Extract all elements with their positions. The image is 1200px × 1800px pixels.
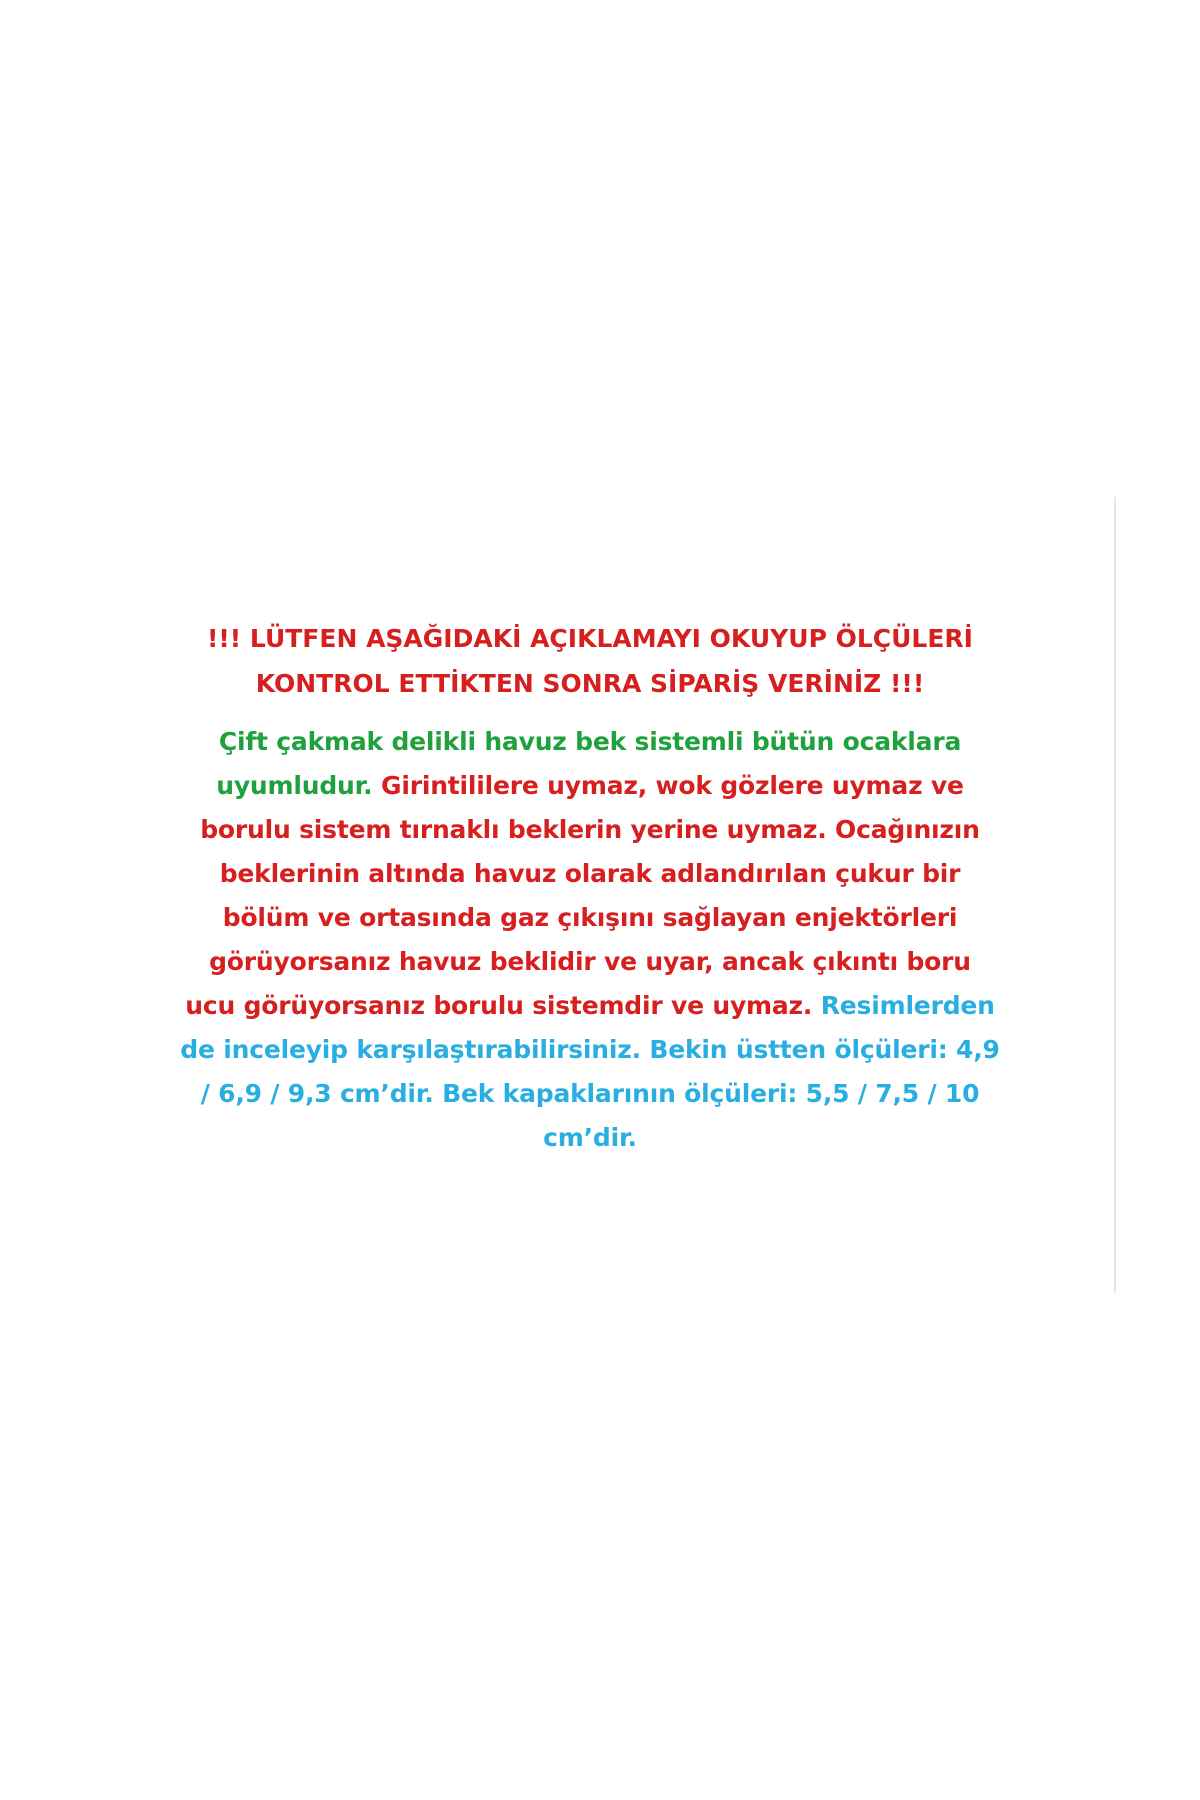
vertical-divider-line	[1114, 497, 1116, 1293]
incompatibility-text: Girintililere uymaz, wok gözlere uymaz ve borulu sistem tırnaklı beklerin yerine uymaz. Ocağınızın beklerinin altında havuz olarak adlandırılan çukur bir bölüm ve ortasında gaz çıkışını sağlayan enjektörleri görüyorsanız havuz beklidir ve uyar, ancak çıkıntı boru ucu görüyorsanız borulu sistemdir ve uymaz.	[185, 771, 980, 1020]
product-description	[180, 720, 1000, 1160]
compatibility-text: Çift çakmak delikli havuz bek sistemli bütün ocaklara uyumludur.	[216, 727, 962, 800]
dimensions-text: Resimlerden de inceleyip karşılaştırabilirsiniz. Bekin üstten ölçüleri: 4,9 / 6,9 / 9,3 cm’dir. Bek kapaklarının ölçüleri: 5,5 / 7,5 / 10 cm’dir.	[180, 991, 1000, 1152]
warning-heading: !!! LÜTFEN AŞAĞIDAKİ AÇIKLAMAYI OKUYUP ÖLÇÜLERİ KONTROL ETTİKTEN SONRA SİPARİŞ VERİNİZ !!!	[207, 624, 973, 698]
